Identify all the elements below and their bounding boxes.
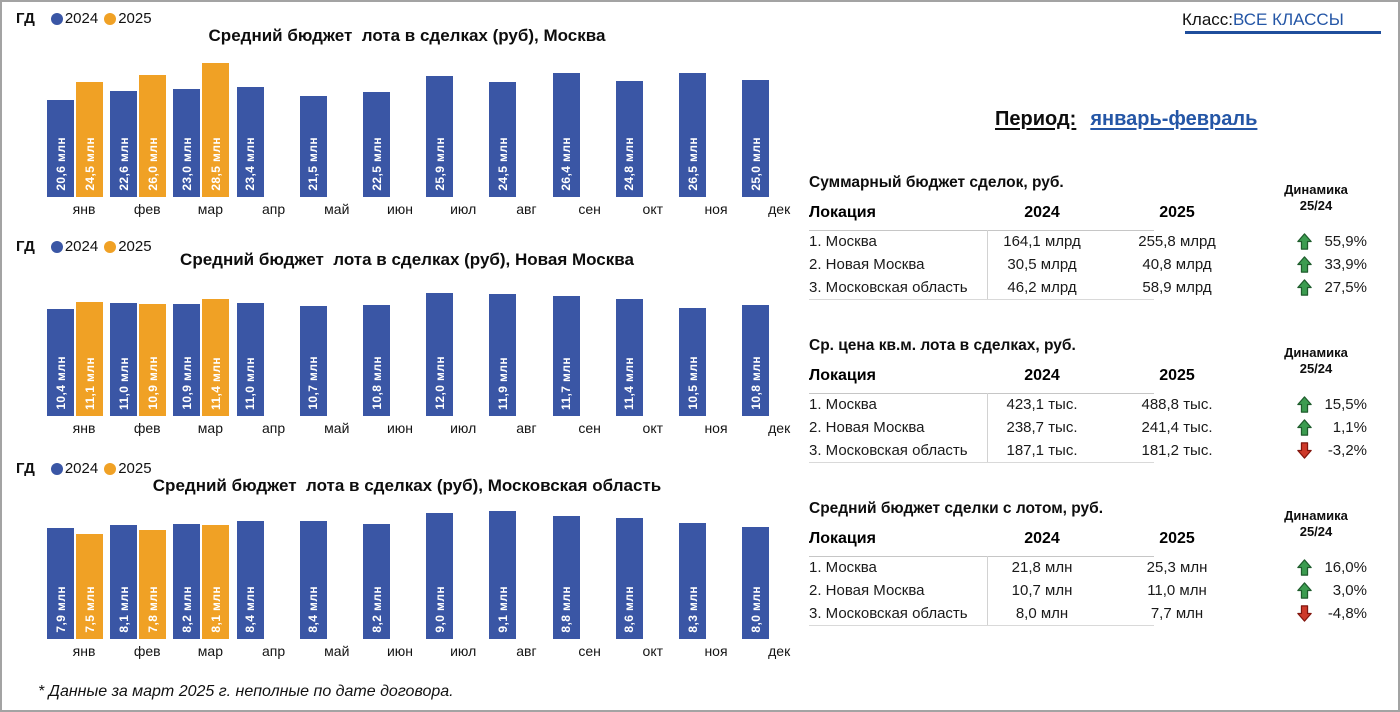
cell-2025-value: 11,0 млн: [1147, 582, 1207, 599]
col-header-2024: 2024: [1024, 204, 1060, 221]
cell-location: 1. Москва: [809, 396, 877, 413]
cell-2024-value: 164,1 млрд: [1003, 233, 1081, 250]
bar-value-label: 8,1 млн: [116, 586, 131, 633]
table-row: [809, 253, 1369, 276]
bar-value-label: 8,2 млн: [369, 586, 384, 633]
arrow-up-icon: [1295, 581, 1314, 600]
bar-2024-ноя: [679, 523, 706, 639]
dynamics-percent: -4,8%: [1327, 605, 1367, 622]
cell-2025-value: 58,9 млрд: [1142, 279, 1212, 296]
legend-entry-2025: [104, 10, 151, 27]
x-axis-moscow: [2, 201, 802, 219]
bar-2024-авг: [489, 511, 516, 639]
table-rows: [809, 230, 1369, 299]
bar-value-label: 26,4 млн: [559, 137, 574, 191]
dynamics-header-line2: 25/24: [1299, 524, 1333, 539]
bar-2024-дек: [742, 80, 769, 197]
class-selector[interactable]: [1182, 10, 1344, 30]
bar-2024-янв: [47, 100, 74, 197]
legend-gd-label: ГД: [16, 10, 35, 27]
cell-dynamics: [1257, 604, 1369, 623]
bar-value-label: 10,5 млн: [685, 356, 700, 410]
x-axis-label: авг: [516, 201, 537, 217]
bar-value-label: 7,5 млн: [82, 586, 97, 633]
cell-dynamics: [1257, 418, 1369, 437]
bar-value-label: 8,8 млн: [559, 586, 574, 633]
table-avg-deal-budget: [809, 500, 1369, 632]
col-header-dynamics: [1261, 345, 1371, 377]
bar-2025-янв: [76, 534, 103, 639]
bar-2024-апр: [237, 521, 264, 639]
chart-title-oblast: Средний бюджет лота в сделках (руб), Московская область: [152, 476, 662, 495]
bar-value-label: 11,1 млн: [82, 357, 97, 410]
x-axis-label: апр: [262, 201, 286, 217]
bar-2024-июн: [363, 524, 390, 639]
footnote: * Данные за март 2025 г. неполные по дате договора.: [38, 683, 454, 700]
bar-value-label: 12,0 млн: [432, 356, 447, 410]
x-axis-label: дек: [768, 201, 791, 217]
table-rows: [809, 556, 1369, 625]
col-header-2025: 2025: [1159, 367, 1195, 384]
table-row: [809, 276, 1369, 299]
bar-2024-мар: [173, 524, 200, 639]
col-header-2024: 2024: [1024, 367, 1060, 384]
dynamics-header-line2: 25/24: [1299, 361, 1333, 376]
bar-2024-сен: [553, 516, 580, 639]
bar-value-label: 26,5 млн: [685, 137, 700, 191]
bar-value-label: 21,5 млн: [306, 137, 321, 191]
bar-2025-мар: [202, 525, 229, 639]
bar-value-label: 11,0 млн: [116, 357, 131, 410]
bar-value-label: 8,4 млн: [243, 586, 258, 633]
bar-2025-фев: [139, 530, 166, 639]
x-axis-oblast: [2, 643, 802, 661]
bar-value-label: 11,9 млн: [495, 357, 510, 410]
arrow-up-icon: [1295, 232, 1314, 251]
bar-2024-май: [300, 96, 327, 197]
bar-value-label: 8,6 млн: [622, 586, 637, 633]
col-header-dynamics: [1261, 182, 1371, 214]
col-header-dynamics: [1261, 508, 1371, 540]
arrow-up-icon: [1295, 255, 1314, 274]
bar-2024-май: [300, 306, 327, 416]
legend-2024-label: 2024: [64, 10, 99, 27]
legend-2024-label: 2024: [64, 460, 99, 477]
bar-2024-окт: [616, 518, 643, 639]
x-axis-label: май: [324, 201, 350, 217]
bar-2025-фев: [139, 75, 166, 197]
x-axis-label: июл: [450, 643, 477, 659]
cell-dynamics: [1257, 395, 1369, 414]
bar-2024-мар: [173, 89, 200, 197]
arrow-up-icon: [1295, 418, 1314, 437]
legend-2025-label: 2025: [118, 10, 152, 27]
x-axis-label: окт: [642, 201, 664, 217]
legend-entry-2025: [104, 460, 151, 477]
bar-value-label: 10,7 млн: [306, 356, 321, 410]
bar-2024-окт: [616, 81, 643, 197]
dynamics-percent: -3,2%: [1327, 442, 1367, 459]
x-axis-label: май: [324, 643, 350, 659]
chart-plot-moscow: [2, 47, 802, 197]
bar-value-label: 10,8 млн: [748, 356, 763, 410]
cell-location: 2. Новая Москва: [809, 419, 925, 436]
table-title: Суммарный бюджет сделок, руб.: [809, 174, 1064, 191]
bar-value-label: 28,5 млн: [208, 137, 223, 191]
bar-2024-июл: [426, 293, 453, 416]
table-row: [809, 579, 1369, 602]
legend-entry-2024: [51, 460, 98, 477]
chart-plot-new-moscow: [2, 266, 802, 416]
bar-2025-янв: [76, 82, 103, 197]
x-axis-label: фев: [133, 201, 161, 217]
bar-2024-сен: [553, 73, 580, 197]
bottom-divider: [809, 299, 1154, 300]
x-axis-label: ноя: [704, 420, 728, 436]
series-2025-dot-icon: [104, 463, 116, 475]
bar-2024-ноя: [679, 73, 706, 197]
bar-value-label: 23,0 млн: [179, 137, 194, 191]
cell-location: 2. Новая Москва: [809, 582, 925, 599]
bar-2024-дек: [742, 305, 769, 416]
series-2024-dot-icon: [51, 13, 63, 25]
cell-2024-value: 30,5 млрд: [1007, 256, 1077, 273]
x-axis-label: янв: [72, 643, 96, 659]
chart-legend: [16, 10, 152, 27]
bar-2024-май: [300, 521, 327, 639]
dynamics-percent: 16,0%: [1324, 559, 1367, 576]
series-2025-dot-icon: [104, 13, 116, 25]
x-axis-label: апр: [262, 643, 286, 659]
table-title: Средний бюджет сделки с лотом, руб.: [809, 500, 1104, 517]
x-axis-label: мар: [197, 201, 223, 217]
col-header-location: Локация: [809, 530, 876, 547]
cell-2024-value: 21,8 млн: [1011, 559, 1073, 576]
x-axis-label: фев: [133, 420, 161, 436]
cell-2025-value: 40,8 млрд: [1142, 256, 1212, 273]
x-axis-label: июн: [386, 643, 414, 659]
cell-location: 3. Московская область: [809, 442, 968, 459]
bar-2024-дек: [742, 527, 769, 639]
bar-value-label: 24,8 млн: [622, 137, 637, 191]
x-axis-label: авг: [516, 420, 537, 436]
dynamics-percent: 27,5%: [1324, 279, 1367, 296]
bar-2024-июл: [426, 76, 453, 197]
arrow-up-icon: [1295, 558, 1314, 577]
cell-location: 3. Московская область: [809, 605, 968, 622]
legend-2025-label: 2025: [118, 460, 152, 477]
cell-2024-value: 10,7 млн: [1011, 582, 1073, 599]
cell-location: 3. Московская область: [809, 279, 968, 296]
x-axis-new-moscow: [2, 420, 802, 438]
bar-2024-фев: [110, 525, 137, 639]
bottom-divider: [809, 462, 1154, 463]
table-row: [809, 393, 1369, 416]
cell-dynamics: [1257, 581, 1369, 600]
cell-location: 1. Москва: [809, 559, 877, 576]
bar-value-label: 25,9 млн: [432, 137, 447, 191]
cell-location: 1. Москва: [809, 233, 877, 250]
bar-value-label: 10,9 млн: [145, 356, 160, 410]
bar-value-label: 24,5 млн: [495, 137, 510, 191]
cell-dynamics: [1257, 558, 1369, 577]
x-axis-label: мар: [197, 643, 223, 659]
legend-gd-label: ГД: [16, 238, 35, 255]
bar-value-label: 8,4 млн: [306, 586, 321, 633]
x-axis-label: сен: [578, 201, 601, 217]
cell-2024-value: 8,0 млн: [1015, 605, 1069, 622]
bar-value-label: 9,1 млн: [495, 586, 510, 633]
table-row: [809, 230, 1369, 253]
x-axis-label: окт: [642, 420, 664, 436]
arrow-up-icon: [1295, 278, 1314, 297]
bar-value-label: 11,0 млн: [243, 357, 258, 410]
dynamics-percent: 1,1%: [1332, 419, 1367, 436]
x-axis-label: сен: [578, 643, 601, 659]
bar-value-label: 11,4 млн: [622, 357, 637, 410]
bar-2024-сен: [553, 296, 580, 416]
bar-value-label: 26,0 млн: [145, 137, 160, 191]
cell-2024-value: 187,1 тыс.: [1006, 442, 1078, 459]
cell-dynamics: [1257, 255, 1369, 274]
table-sqm-price: [809, 337, 1369, 469]
bar-2024-янв: [47, 309, 74, 416]
class-value[interactable]: ВСЕ КЛАССЫ: [1233, 10, 1344, 29]
x-axis-label: фев: [133, 643, 161, 659]
legend-entry-2024: [51, 10, 98, 27]
x-axis-label: ноя: [704, 643, 728, 659]
table-total-budget: [809, 174, 1369, 306]
class-label: Класс:: [1182, 10, 1233, 29]
col-header-2024: 2024: [1024, 530, 1060, 547]
series-2024-dot-icon: [51, 463, 63, 475]
period-label: Период:: [995, 108, 1077, 130]
x-axis-label: янв: [72, 201, 96, 217]
arrow-up-icon: [1295, 395, 1314, 414]
bar-2024-апр: [237, 303, 264, 416]
bar-value-label: 10,9 млн: [179, 356, 194, 410]
dynamics-header-line1: Динамика: [1284, 508, 1348, 523]
table-row: [809, 416, 1369, 439]
bar-value-label: 22,6 млн: [116, 137, 131, 191]
table-row: [809, 439, 1369, 462]
chart-title-moscow: Средний бюджет лота в сделках (руб), Москва: [208, 26, 606, 45]
bar-2024-июн: [363, 305, 390, 416]
bar-2025-янв: [76, 302, 103, 416]
bar-2025-мар: [202, 299, 229, 416]
bar-value-label: 8,1 млн: [208, 586, 223, 633]
x-axis-label: авг: [516, 643, 537, 659]
bar-2024-мар: [173, 304, 200, 416]
x-axis-label: мар: [197, 420, 223, 436]
bar-value-label: 23,4 млн: [243, 137, 258, 191]
bar-2024-авг: [489, 82, 516, 197]
chart-legend: [16, 460, 152, 477]
bar-2024-ноя: [679, 308, 706, 416]
col-header-2025: 2025: [1159, 204, 1195, 221]
x-axis-label: июн: [386, 201, 414, 217]
bar-value-label: 11,4 млн: [208, 357, 223, 410]
period-value[interactable]: январь-февраль: [1090, 108, 1258, 130]
cell-2025-value: 241,4 тыс.: [1141, 419, 1213, 436]
bar-value-label: 22,5 млн: [369, 137, 384, 191]
bottom-divider: [809, 625, 1154, 626]
bar-2024-авг: [489, 294, 516, 416]
chart-plot-oblast: [2, 489, 802, 639]
col-header-2025: 2025: [1159, 530, 1195, 547]
bar-2024-фев: [110, 91, 137, 197]
cell-2025-value: 181,2 тыс.: [1141, 442, 1213, 459]
bar-value-label: 7,9 млн: [53, 586, 68, 633]
bar-value-label: 11,7 млн: [559, 357, 574, 410]
legend-2025-label: 2025: [118, 238, 152, 255]
bar-value-label: 9,0 млн: [432, 586, 447, 633]
bar-2024-окт: [616, 299, 643, 416]
dynamics-header-line1: Динамика: [1284, 182, 1348, 197]
arrow-down-icon: [1295, 604, 1314, 623]
dynamics-header-line2: 25/24: [1299, 198, 1333, 213]
table-row: [809, 602, 1369, 625]
x-axis-label: ноя: [704, 201, 728, 217]
bar-2025-мар: [202, 63, 229, 197]
bar-2024-янв: [47, 528, 74, 639]
x-axis-label: май: [324, 420, 350, 436]
bar-value-label: 7,8 млн: [145, 586, 160, 633]
bar-2024-июн: [363, 92, 390, 197]
x-axis-label: дек: [768, 420, 791, 436]
cell-2025-value: 7,7 млн: [1150, 605, 1204, 622]
cell-2024-value: 423,1 тыс.: [1006, 396, 1078, 413]
cell-dynamics: [1257, 278, 1369, 297]
bar-value-label: 8,2 млн: [179, 586, 194, 633]
bar-2025-фев: [139, 304, 166, 416]
bar-value-label: 8,3 млн: [685, 586, 700, 633]
cell-2024-value: 238,7 тыс.: [1006, 419, 1078, 436]
dynamics-percent: 15,5%: [1324, 396, 1367, 413]
chart-title-new-moscow: Средний бюджет лота в сделках (руб), Новая Москва: [180, 250, 634, 269]
dynamics-percent: 3,0%: [1332, 582, 1367, 599]
cell-2025-value: 488,8 тыс.: [1141, 396, 1213, 413]
bar-2024-июл: [426, 513, 453, 639]
arrow-down-icon: [1295, 441, 1314, 460]
cell-dynamics: [1257, 232, 1369, 251]
bar-value-label: 10,4 млн: [53, 356, 68, 410]
bar-2024-фев: [110, 303, 137, 416]
cell-2025-value: 25,3 млн: [1146, 559, 1208, 576]
table-title: Ср. цена кв.м. лота в сделках, руб.: [809, 337, 1076, 354]
dynamics-percent: 55,9%: [1324, 233, 1367, 250]
bar-value-label: 20,6 млн: [53, 137, 68, 191]
class-selector-underline: [1185, 31, 1381, 34]
cell-2024-value: 46,2 млрд: [1007, 279, 1077, 296]
x-axis-label: июл: [450, 201, 477, 217]
bar-value-label: 25,0 млн: [748, 137, 763, 191]
x-axis-label: дек: [768, 643, 791, 659]
x-axis-label: янв: [72, 420, 96, 436]
bar-value-label: 24,5 млн: [82, 137, 97, 191]
legend-2024-label: 2024: [64, 238, 99, 255]
x-axis-label: июн: [386, 420, 414, 436]
col-header-location: Локация: [809, 204, 876, 221]
cell-2025-value: 255,8 млрд: [1138, 233, 1216, 250]
x-axis-label: июл: [450, 420, 477, 436]
dynamics-percent: 33,9%: [1324, 256, 1367, 273]
period-selector[interactable]: [995, 108, 1257, 131]
x-axis-label: апр: [262, 420, 286, 436]
cell-location: 2. Новая Москва: [809, 256, 925, 273]
legend-gd-label: ГД: [16, 460, 35, 477]
cell-dynamics: [1257, 441, 1369, 460]
bar-value-label: 8,0 млн: [748, 586, 763, 633]
col-header-location: Локация: [809, 367, 876, 384]
table-rows: [809, 393, 1369, 462]
table-row: [809, 556, 1369, 579]
bar-value-label: 10,8 млн: [369, 356, 384, 410]
x-axis-label: сен: [578, 420, 601, 436]
x-axis-label: окт: [642, 643, 664, 659]
dynamics-header-line1: Динамика: [1284, 345, 1348, 360]
bar-2024-апр: [237, 87, 264, 197]
